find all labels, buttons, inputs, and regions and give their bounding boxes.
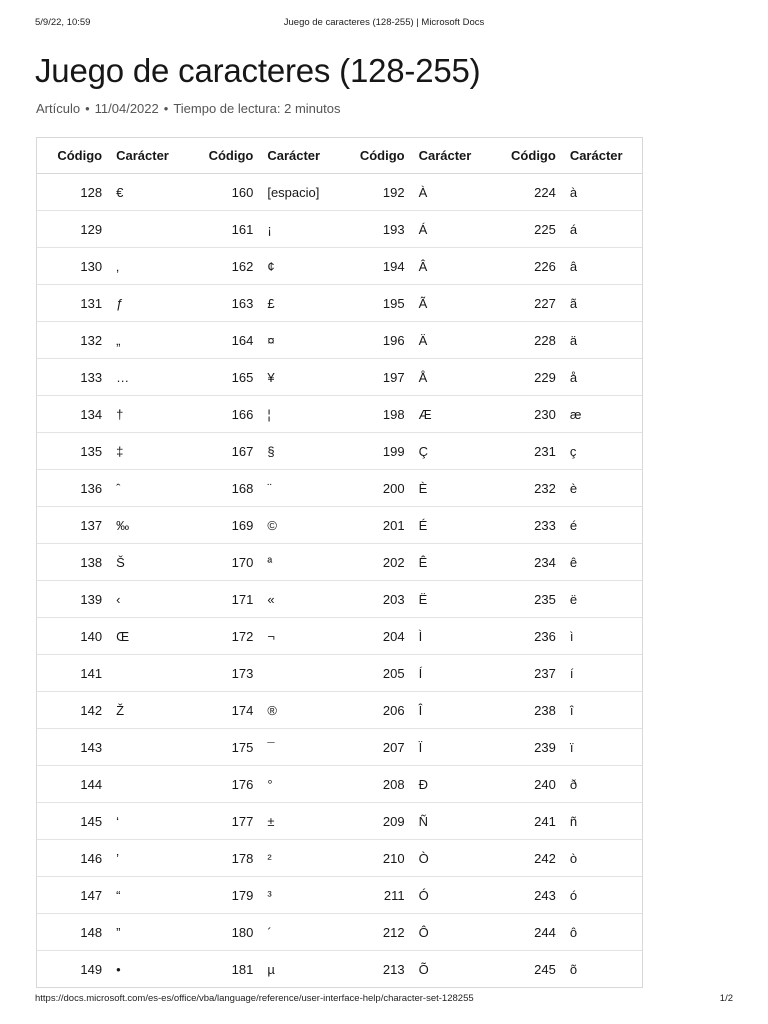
code-cell: 143 [80, 739, 103, 755]
table-row [37, 470, 642, 507]
character-cell: ä [569, 332, 578, 348]
character-cell: Í [418, 665, 423, 681]
character-cell: Ê [418, 554, 428, 570]
character-cell: õ [569, 961, 578, 977]
character-cell: Î [418, 702, 423, 718]
code-cell: 203 [382, 591, 405, 607]
code-cell: 198 [382, 406, 405, 422]
column-header-code: Código [491, 138, 558, 174]
code-cell: 240 [534, 776, 556, 792]
code-cell: 230 [534, 406, 556, 422]
code-cell: 130 [80, 258, 103, 274]
code-cell: 201 [382, 517, 405, 533]
character-cell: Ð [418, 776, 428, 792]
character-cell: ò [569, 850, 578, 866]
code-cell: 178 [231, 850, 254, 866]
character-cell: ‹ [116, 591, 121, 607]
character-cell: Æ [418, 406, 432, 422]
code-cell: 137 [80, 517, 103, 533]
character-cell: © [267, 517, 277, 533]
code-cell: 213 [382, 961, 405, 977]
table-row [37, 544, 642, 581]
character-cell: µ [267, 961, 275, 977]
code-cell: 164 [231, 332, 254, 348]
code-cell: 241 [534, 813, 556, 829]
reading-time: Tiempo de lectura: 2 minutos [173, 101, 341, 116]
meta-separator: • [85, 101, 90, 116]
character-cell: ³ [267, 887, 272, 903]
code-cell: 149 [80, 961, 103, 977]
character-cell: ï [569, 739, 574, 755]
character-cell: ‡ [116, 443, 124, 459]
character-cell: ã [569, 295, 578, 311]
column-header-character: Carácter [558, 138, 642, 174]
code-cell: 212 [382, 924, 405, 940]
page-number: 1/2 [719, 993, 733, 1004]
code-cell: 148 [80, 924, 103, 940]
table-row [37, 433, 642, 470]
code-cell: 197 [382, 369, 405, 385]
table-row [37, 285, 642, 322]
character-cell: [espacio] [267, 184, 320, 200]
code-cell: 176 [231, 776, 254, 792]
character-cell: ‘ [116, 813, 119, 829]
character-cell: ” [116, 924, 121, 940]
character-cell: ¦ [267, 406, 271, 422]
code-cell: 146 [80, 850, 103, 866]
page-url: https://docs.microsoft.com/es-es/office/vba/language/reference/user-interface-help/character-set-128255 [35, 993, 474, 1004]
code-cell: 167 [231, 443, 254, 459]
code-cell: 174 [231, 702, 254, 718]
meta-separator: • [163, 101, 169, 116]
code-cell: 199 [382, 443, 405, 459]
table-row [37, 729, 642, 766]
code-cell: 134 [80, 406, 103, 422]
code-cell: 131 [80, 295, 103, 311]
character-cell: Ç [418, 443, 428, 459]
character-cell: ¬ [267, 628, 275, 644]
column-header-character: Carácter [255, 138, 339, 174]
character-cell: Â [418, 258, 428, 274]
character-cell: Ã [418, 295, 428, 311]
code-cell: 177 [231, 813, 254, 829]
character-cell [104, 211, 188, 248]
character-cell: ± [267, 813, 275, 829]
character-cell: … [116, 369, 130, 385]
print-header [35, 17, 733, 31]
character-cell: à [569, 184, 578, 200]
character-cell: ê [569, 554, 578, 570]
character-cell: Œ [116, 628, 130, 644]
table-row [37, 211, 642, 248]
column-header-code: Código [37, 138, 104, 174]
character-cell [104, 766, 188, 803]
table-row [37, 359, 642, 396]
code-cell: 173 [231, 665, 254, 681]
code-cell: 142 [80, 702, 103, 718]
character-cell: å [569, 369, 578, 385]
character-cell: ¨ [267, 480, 272, 496]
print-footer [35, 993, 733, 1007]
code-cell: 237 [534, 665, 556, 681]
code-cell: 200 [382, 480, 405, 496]
character-cell: Ô [418, 924, 429, 940]
character-cell: ë [569, 591, 578, 607]
code-cell: 170 [231, 554, 254, 570]
table-row [37, 914, 642, 951]
character-cell: â [569, 258, 578, 274]
character-cell: ¢ [267, 258, 275, 274]
code-cell: 162 [231, 258, 254, 274]
character-cell: Ä [418, 332, 428, 348]
code-cell: 235 [534, 591, 556, 607]
code-cell: 128 [80, 184, 103, 200]
table-row [37, 174, 642, 211]
article-meta [36, 101, 340, 116]
character-cell: ð [569, 776, 578, 792]
character-cell [255, 655, 339, 692]
character-cell: † [116, 406, 124, 422]
character-cell: ç [569, 443, 577, 459]
character-cell: Õ [418, 961, 429, 977]
character-cell: æ [569, 406, 582, 422]
character-table-container [36, 137, 643, 988]
code-cell: 171 [231, 591, 254, 607]
character-cell: ¥ [267, 369, 275, 385]
character-cell: Ò [418, 850, 429, 866]
code-cell: 229 [534, 369, 556, 385]
page-title: Juego de caracteres (128-255) [35, 52, 481, 89]
table-row [37, 766, 642, 803]
code-cell: 238 [534, 702, 556, 718]
code-cell: 140 [80, 628, 103, 644]
character-cell: ƒ [116, 295, 124, 311]
code-cell: 145 [80, 813, 103, 829]
code-cell: 239 [534, 739, 556, 755]
code-cell: 244 [534, 924, 556, 940]
character-cell: ¯ [267, 739, 275, 755]
code-cell: 226 [534, 258, 556, 274]
code-cell: 133 [80, 369, 103, 385]
code-cell: 224 [534, 184, 556, 200]
code-cell: 242 [534, 850, 556, 866]
table-row [37, 692, 642, 729]
code-cell: 181 [231, 961, 254, 977]
column-header-code: Código [339, 138, 406, 174]
character-cell: ‚ [116, 258, 119, 274]
code-cell: 225 [534, 221, 556, 237]
code-cell: 129 [80, 221, 103, 237]
table-body [37, 174, 642, 988]
character-cell: Ó [418, 887, 429, 903]
code-cell: 211 [383, 887, 405, 903]
character-cell: È [418, 480, 428, 496]
character-cell: Á [418, 221, 428, 237]
table-row [37, 581, 642, 618]
character-cell: À [418, 184, 428, 200]
character-table [37, 138, 642, 987]
character-cell: ˆ [116, 480, 121, 496]
character-cell: ª [267, 554, 273, 570]
code-cell: 245 [534, 961, 556, 977]
code-cell: 180 [231, 924, 254, 940]
table-row [37, 803, 642, 840]
table-header-row [37, 138, 642, 174]
table-row [37, 507, 642, 544]
character-cell: É [418, 517, 428, 533]
code-cell: 207 [382, 739, 405, 755]
character-cell: Ë [418, 591, 428, 607]
code-cell: 231 [534, 443, 556, 459]
character-cell: ² [267, 850, 272, 866]
code-cell: 194 [382, 258, 405, 274]
table-row [37, 951, 642, 988]
code-cell: 141 [80, 665, 103, 681]
table-row [37, 840, 642, 877]
code-cell: 204 [382, 628, 405, 644]
article-date: 11/04/2022 [94, 101, 159, 116]
code-cell: 206 [382, 702, 405, 718]
print-datetime: 5/9/22, 10:59 [35, 17, 91, 28]
character-cell: í [569, 665, 574, 681]
character-cell: ñ [569, 813, 578, 829]
print-page-title: Juego de caracteres (128-255) | Microsoft Docs [283, 17, 485, 28]
code-cell: 172 [231, 628, 254, 644]
character-cell: é [569, 517, 578, 533]
code-cell: 193 [382, 221, 405, 237]
code-cell: 210 [382, 850, 405, 866]
code-cell: 165 [231, 369, 254, 385]
code-cell: 232 [534, 480, 556, 496]
code-cell: 243 [534, 887, 556, 903]
character-cell: Ž [116, 702, 125, 718]
column-header-code: Código [188, 138, 255, 174]
code-cell: 192 [382, 184, 405, 200]
code-cell: 175 [231, 739, 254, 755]
character-cell [104, 729, 188, 766]
code-cell: 132 [80, 332, 103, 348]
character-cell: ‰ [116, 517, 130, 533]
character-cell: € [116, 184, 124, 200]
code-cell: 144 [80, 776, 103, 792]
character-cell: Ì [418, 628, 423, 644]
character-cell: § [267, 443, 275, 459]
character-cell: £ [267, 295, 275, 311]
article-type: Artículo [36, 101, 81, 116]
character-cell: ó [569, 887, 578, 903]
code-cell: 160 [231, 184, 254, 200]
character-cell: Å [418, 369, 428, 385]
code-cell: 147 [80, 887, 103, 903]
character-cell: ® [267, 702, 277, 718]
column-header-character: Carácter [407, 138, 491, 174]
code-cell: 136 [80, 480, 103, 496]
code-cell: 161 [231, 221, 254, 237]
character-cell: ¤ [267, 332, 275, 348]
character-cell: Š [116, 554, 125, 570]
character-cell: î [569, 702, 574, 718]
code-cell: 202 [382, 554, 405, 570]
table-row [37, 322, 642, 359]
character-cell: „ [116, 332, 121, 348]
table-row [37, 618, 642, 655]
table-row [37, 248, 642, 285]
character-cell: ô [569, 924, 578, 940]
code-cell: 179 [231, 887, 254, 903]
code-cell: 168 [231, 480, 254, 496]
code-cell: 195 [382, 295, 405, 311]
character-cell: è [569, 480, 578, 496]
character-cell [104, 655, 188, 692]
code-cell: 208 [382, 776, 405, 792]
table-row [37, 655, 642, 692]
code-cell: 209 [382, 813, 405, 829]
code-cell: 163 [231, 295, 254, 311]
code-cell: 234 [534, 554, 556, 570]
code-cell: 227 [534, 295, 556, 311]
character-cell: ’ [116, 850, 119, 866]
code-cell: 139 [80, 591, 103, 607]
character-cell: ì [569, 628, 574, 644]
character-cell: “ [116, 887, 121, 903]
code-cell: 166 [231, 406, 254, 422]
character-cell: ¡ [267, 221, 272, 237]
table-row [37, 877, 642, 914]
code-cell: 236 [534, 628, 556, 644]
character-cell: « [267, 591, 275, 607]
character-cell: á [569, 221, 578, 237]
column-header-character: Carácter [104, 138, 188, 174]
character-cell: • [116, 961, 121, 977]
code-cell: 135 [80, 443, 103, 459]
code-cell: 228 [534, 332, 556, 348]
character-cell: ´ [267, 924, 272, 940]
code-cell: 233 [534, 517, 556, 533]
code-cell: 138 [80, 554, 103, 570]
character-cell: ° [267, 776, 273, 792]
code-cell: 169 [231, 517, 254, 533]
code-cell: 205 [382, 665, 405, 681]
character-cell: Ñ [418, 813, 428, 829]
code-cell: 196 [382, 332, 405, 348]
table-row [37, 396, 642, 433]
character-cell: Ï [418, 739, 423, 755]
